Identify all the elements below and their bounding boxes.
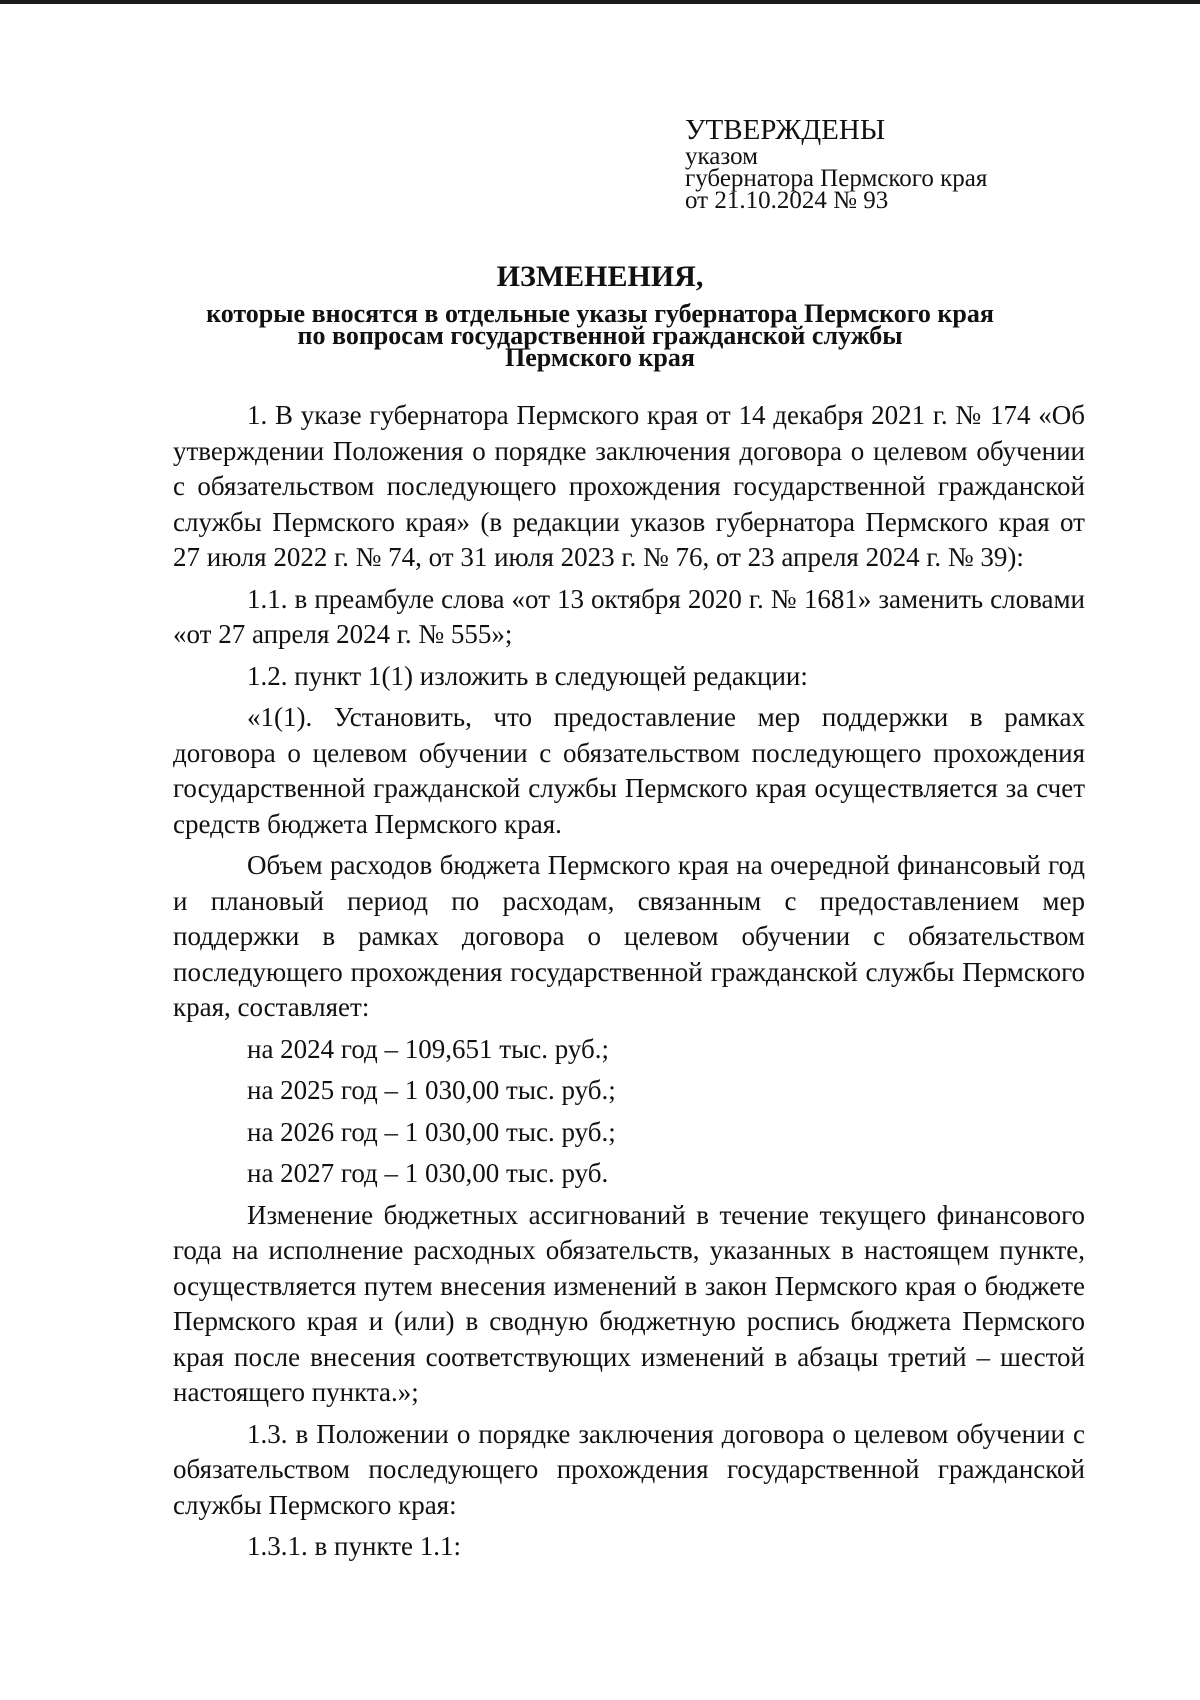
budget-line-2026: на 2026 год – 1 030,00 тыс. руб.;	[247, 1116, 616, 1147]
approval-line-decree: указом	[685, 143, 758, 170]
document-subtitle-line-1: которые вносятся в отдельные указы губернатора Пермского края	[206, 299, 994, 328]
approval-stamp	[685, 114, 1125, 212]
approval-line-governor: губернатора Пермского края	[685, 165, 988, 192]
budget-line-2025: на 2025 год – 1 030,00 тыс. руб.;	[247, 1075, 616, 1105]
budget-line-2027: на 2027 год – 1 030,00 тыс. руб.	[247, 1158, 609, 1188]
page-top-border	[0, 0, 1200, 4]
paragraph-1-1: 1.1. в преамбуле слова «от 13 октября 2020 г. № 1681» заменить словами «от 27 апреля 2024 г. № 555»;	[173, 583, 1085, 649]
document-subtitle-line-3: Пермского края	[505, 343, 695, 372]
document-body	[173, 398, 1085, 1565]
document-subtitle-line-2: по вопросам государственной гражданской службы	[297, 321, 903, 350]
paragraph-quoted-1-1: «1(1). Установить, что предоставление мер поддержки в рамках договора о целевом обучении с обязательством последующего прохождения государственной гражданской службы Пермского края осуществляется за счет средств бюджета Пермского края.	[173, 702, 1085, 839]
paragraph-budget-changes: Изменение бюджетных ассигнований в течение текущего финансового года на исполнение расходных обязательств, указанных в настоящем пункте, осуществляется путем внесения изменений в закон Пермского края о бюджете Пермского края и (или) в сводную бюджетную роспись бюджета Пермского края после внесения соответствующих изменений в абзацы третий – шестой настоящего пункта.»;	[173, 1199, 1085, 1407]
document-title: ИЗМЕНЕНИЯ,	[496, 260, 704, 293]
budget-line-2024: на 2024 год – 109,651 тыс. руб.;	[247, 1033, 609, 1064]
paragraph-1: 1. В указе губернатора Пермского края от 14 декабря 2021 г. № 174 «Об утверждении Положения о порядке заключения договора о целевом обучении с обязательством последующего прохождения государственной гражданской службы Пермского края» (в редакции указов губернатора Пермского края от 27 июля 2022 г. № 74, от 31 июля 2023 г. № 76, от 23 апреля 2024 г. № 39):	[173, 400, 1085, 572]
paragraph-1-2: 1.2. пункт 1(1) изложить в следующей редакции:	[247, 660, 808, 691]
paragraph-1-3: 1.3. в Положении о порядке заключения договора о целевом обучении с обязательством последующего прохождения государственной гражданской службы Пермского края:	[173, 1418, 1085, 1520]
paragraph-1-3-1: 1.3.1. в пункте 1.1:	[247, 1531, 461, 1561]
paragraph-budget-volume: Объем расходов бюджета Пермского края на очередной финансовый год и плановый период по расходам, связанным с предоставлением мер поддержки в рамках договора о целевом обучении с обязательством последующего прохождения государственной гражданской службы Пермского края, составляет:	[173, 850, 1085, 1022]
approval-line-date-number: от 21.10.2024 № 93	[685, 187, 889, 214]
approval-title: УТВЕРЖДЕНЫ	[685, 114, 886, 146]
document-subtitle	[0, 299, 1200, 372]
